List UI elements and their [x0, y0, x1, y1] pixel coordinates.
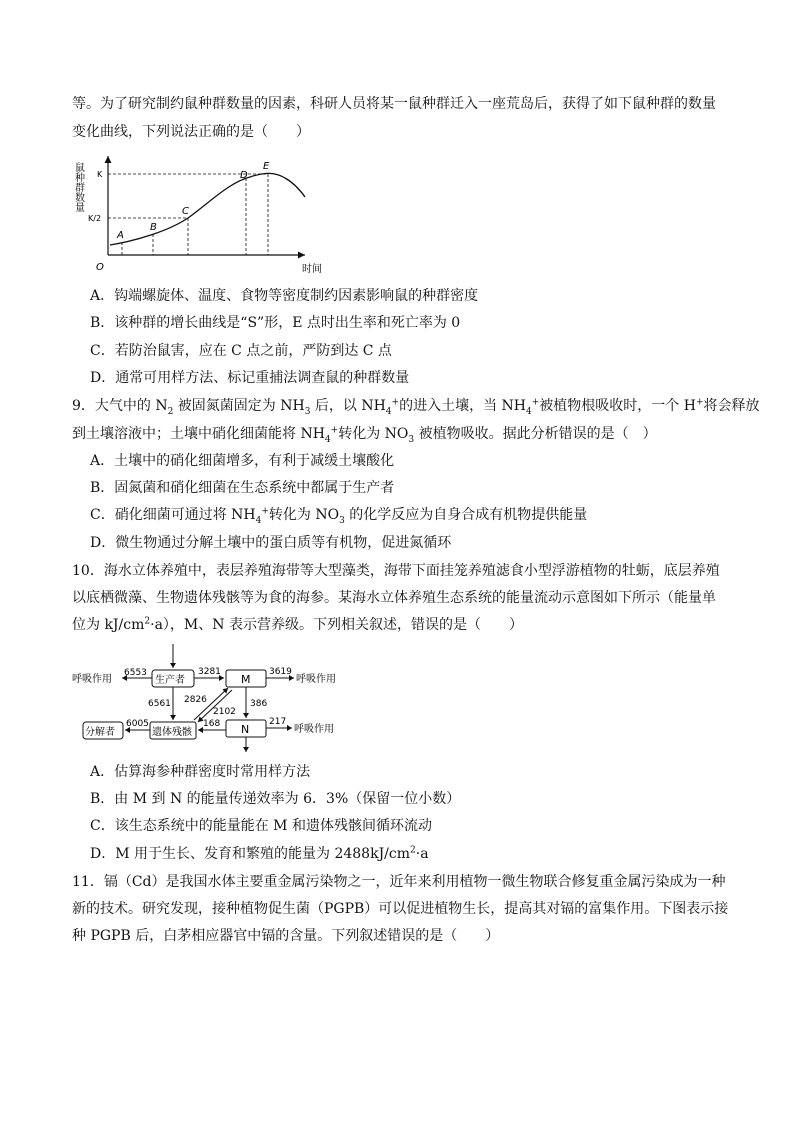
q9-option-b: B．固氮菌和硝化细菌在生态系统中都属于生产者 — [90, 480, 395, 496]
value-168: 168 — [203, 719, 221, 729]
point-e: E — [263, 161, 270, 172]
population-growth-graph — [70, 150, 340, 280]
q9-option-d: D．微生物通过分解土壤中的蛋白质等有机物，促进氮循环 — [90, 535, 452, 551]
q9-option-a: A．土壤中的硝化细菌增多，有利于减缓土壤酸化 — [90, 453, 395, 469]
energy-flow-diagram — [70, 640, 360, 755]
x-axis-label: 时间 — [302, 264, 322, 275]
value-2826: 2826 — [184, 695, 207, 705]
value-3619: 3619 — [269, 667, 292, 677]
q10-option-c: C．该生态系统中的能量能在 M 和遗体残骸间循环流动 — [90, 818, 432, 834]
resp-n-label: 呼吸作用 — [294, 724, 334, 735]
q8-option-d: D．通常可用样方法、标记重捕法调查鼠的种群数量 — [90, 370, 410, 386]
point-d: D — [240, 170, 248, 181]
q10-option-b: B．由 M 到 N 的能量传递效率为 6．3%（保留一位小数） — [90, 791, 461, 807]
point-c: C — [182, 206, 189, 217]
value-217: 217 — [269, 717, 287, 727]
remains-label: 遗体残骸 — [152, 727, 192, 738]
point-b: B — [150, 222, 157, 233]
n-label: N — [241, 723, 250, 736]
value-3281: 3281 — [198, 667, 221, 677]
value-2102: 2102 — [213, 707, 236, 717]
m-label: M — [241, 673, 251, 686]
q10-stem-line1: 10．海水立体养殖中，表层养殖海带等大型藻类，海带下面挂笼养殖滤食小型浮游植物的牡蛎，底层养殖 — [72, 563, 720, 579]
q11-stem-line1: 11．镉（Cd）是我国水体主要重金属污染物之一，近年来利用植物一微生物联合修复重金属污染成为一种 — [72, 874, 726, 890]
q8-option-a: A．钩端螺旋体、温度、食物等密度制约因素影响鼠的种群密度 — [90, 288, 479, 304]
tick-k2: K/2 — [88, 214, 102, 223]
q8-stem-line2: 变化曲线，下列说法正确的是（ ） — [72, 124, 310, 140]
point-a: A — [117, 230, 124, 241]
producer-label: 生产者 — [155, 675, 185, 686]
population-curve — [110, 173, 305, 245]
resp-left-label: 呼吸作用 — [72, 674, 112, 685]
origin-label: O — [96, 262, 104, 273]
q10-option-d: D．M 用于生长、发育和繁殖的能量为 $2488kJ/cm^2\cdot a$ — [90, 845, 429, 862]
decomposer-label: 分解者 — [85, 727, 115, 738]
q8-option-c: C．若防治鼠害，应在 C 点之前，严防到达 C 点 — [90, 343, 392, 359]
q11-stem-line3: 种 PGPB 后，白茅相应器官中镉的含量。下列叙述错误的是（ ） — [72, 928, 500, 944]
q10-stem-line2: 以底栖微藻、生物遗体残骸等为食的海参。某海水立体养殖生态系统的能量流动示意图如下所示（能量单 — [72, 590, 716, 606]
q8-option-b: B．该种群的增长曲线是“S”形，E 点时出生率和死亡率为 0 — [90, 315, 461, 331]
q10-option-a: A．估算海参种群密度时常用样方法 — [90, 764, 311, 780]
q11-stem-line2: 新的技术。研究发现，接种植物促生菌（PGPB）可以促进植物生长，提高其对镉的富集作用。下图表示接 — [72, 901, 729, 917]
value-6005: 6005 — [126, 719, 149, 729]
tick-k: K — [97, 170, 103, 179]
y-axis-label: 鼠种群数量 — [72, 162, 84, 212]
q8-stem-line1: 等。为了研究制约鼠种群数量的因素，科研人员将某一鼠种群迁入一座荒岛后，获得了如下鼠种群的数量 — [72, 96, 716, 112]
value-386: 386 — [250, 699, 268, 709]
value-6553: 6553 — [124, 668, 147, 678]
q9-stem-line1: 9．大气中的 $N_2$ 被固氮菌固定为 $NH_3$ 后，以 $NH_4^+$的进入土壤，当 $NH_4^+$被植物根吸收时，一个 H+将会释放 — [72, 397, 760, 417]
q10-stem-line3: 位为 $kJ/cm^2\cdot a$），M、N 表示营养级。下列相关叙述，错误的是（ ） — [72, 616, 523, 633]
q9-stem-line2: 到土壤溶液中；土壤中硝化细菌能将 $NH_4^+$转化为 $NO_3$ 被植物吸收。据此分析错误的是（ ） — [72, 425, 657, 445]
value-6561: 6561 — [148, 699, 171, 709]
q9-option-c: C．硝化细菌可通过将 $NH_4^+$转化为 $NO_3$ 的化学反应为自身合成有机物提供能量 — [90, 506, 588, 526]
resp-m-label: 呼吸作用 — [296, 674, 336, 685]
